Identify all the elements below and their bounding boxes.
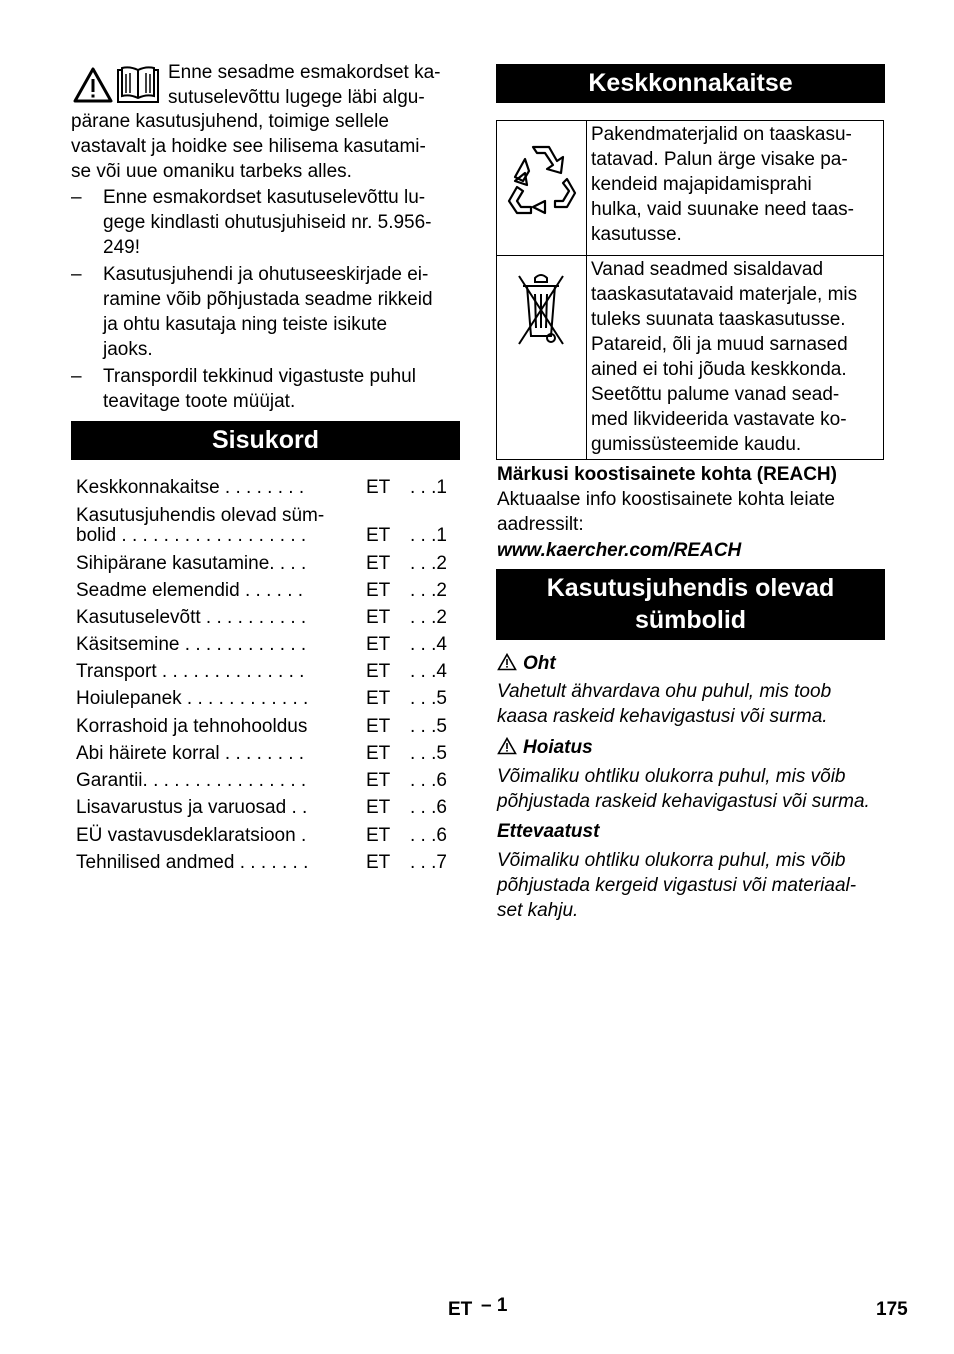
manual-book-icon [116, 66, 160, 104]
symbol-text-line: põhjustada raskeid kehavigastusi või surma. [497, 791, 870, 812]
bullet-line: gege kindlasti ohutusjuhiseid nr. 5.956- [103, 212, 432, 233]
toc-entry-language: ET [366, 688, 391, 709]
toc-row [76, 525, 456, 552]
toc-entry-language: ET [366, 825, 391, 846]
toc-row [76, 661, 456, 688]
toc-entry-page: . . .1 [410, 525, 447, 546]
intro-line: se või uue omaniku tarbeks alles. [71, 161, 352, 182]
toc-entry-language: ET [366, 553, 391, 574]
reach-text-line: Aktuaalse info koostisainete kohta leiate [497, 489, 835, 510]
bullet-dash: – [71, 187, 82, 208]
env-text-line: ained ei tohi jõuda keskkonda. [591, 359, 847, 380]
icon-cell [497, 256, 587, 460]
env-text-line: med likvideerida vastavate ko- [591, 409, 847, 430]
toc-entry-page: . . .6 [410, 797, 447, 818]
toc-entry-page: . . .7 [410, 852, 447, 873]
toc-row [76, 797, 456, 824]
toc-entry-language: ET [366, 525, 391, 546]
symbol-label-text: Oht [523, 653, 556, 674]
toc-entry-title: Lisavarustus ja varuosad . . [76, 797, 308, 818]
toc-heading: Sisukord [71, 421, 460, 460]
bullet-line: Kasutusjuhendi ja ohutuseeskirjade ei- [103, 264, 429, 285]
footer-page-ref: – 1 [481, 1295, 508, 1316]
env-text-line: tuleks suunata taaskasutusse. [591, 309, 846, 330]
toc-row [76, 852, 456, 879]
toc-row [76, 743, 456, 770]
reach-heading: Märkusi koostisainete kohta (REACH) [497, 464, 837, 485]
symbol-label: Ettevaatust [497, 821, 600, 842]
table-row [497, 256, 884, 460]
toc-row [76, 580, 456, 607]
symbol-text-line: põhjustada kergeid vigastusi või materiaal- [497, 875, 857, 896]
toc-entry-page: . . .5 [410, 688, 447, 709]
bullet-line: teavitage toote müüjat. [103, 391, 296, 412]
toc-entry-page: . . .4 [410, 634, 447, 655]
toc-entry-page: . . .5 [410, 716, 447, 737]
toc-entry-title: EÜ vastavusdeklaratsioon . [76, 825, 307, 846]
symbols-heading-line: Kasutusjuhendis olevad [546, 574, 835, 602]
toc-entry-language: ET [366, 770, 391, 791]
env-text-line: hulka, vaid suunake need taas- [591, 199, 855, 220]
env-text-line: Patareid, õli ja muud sarnased [591, 334, 848, 355]
symbol-text-line: Võimaliku ohtliku olukorra puhul, mis võib [497, 766, 846, 787]
text-cell [587, 256, 884, 460]
env-text-line: tatavad. Palun ärge visake pa- [591, 149, 848, 170]
toc-entry-title: Käsitsemine . . . . . . . . . . . . [76, 634, 307, 655]
toc-entry-language: ET [366, 607, 391, 628]
symbol-label-text: Hoiatus [523, 737, 593, 758]
env-text-line: kasutusse. [591, 224, 682, 245]
symbol-label [497, 735, 593, 760]
toc-entry-page: . . .2 [410, 607, 447, 628]
toc-entry-title: Keskkonnakaitse . . . . . . . . [76, 477, 305, 498]
table-row [497, 121, 884, 256]
bullet-line: Enne esmakordset kasutuselevõttu lu- [103, 187, 426, 208]
toc-entry-language: ET [366, 716, 391, 737]
footer-language: ET [448, 1299, 473, 1320]
toc-entry-page: . . .2 [410, 580, 447, 601]
toc-entry-page: . . .4 [410, 661, 447, 682]
toc-entry-title: bolid . . . . . . . . . . . . . . . . . . [76, 525, 307, 546]
symbol-text-line: kaasa raskeid kehavigastusi või surma. [497, 706, 828, 727]
toc-entry-title: Sihipärane kasutamine. . . . [76, 553, 307, 574]
symbols-heading-line: sümbolid [634, 606, 747, 634]
toc-entry-title: Seadme elemendid . . . . . . [76, 580, 304, 601]
page-number: 175 [876, 1299, 908, 1320]
toc-row [76, 607, 456, 634]
env-text-line: Pakendmaterjalid on taaskasu- [591, 124, 852, 145]
toc-entry-page: . . .1 [410, 477, 447, 498]
toc-entry-title: Kasutuselevõtt . . . . . . . . . . [76, 607, 307, 628]
bullet-line: ja ohtu kasutaja ning teiste isikute [103, 314, 388, 335]
symbols-heading [496, 569, 885, 640]
bullet-line: ramine võib põhjustada seadme rikkeid [103, 289, 433, 310]
toc-entry-title: Tehnilised andmed . . . . . . . [76, 852, 309, 873]
toc-entry-title: Abi häirete korral . . . . . . . . [76, 743, 305, 764]
reach-url: www.kaercher.com/REACH [497, 540, 742, 561]
bullet-dash: – [71, 264, 82, 285]
toc-entry-language: ET [366, 580, 391, 601]
toc-entry-page: . . .6 [410, 770, 447, 791]
env-text-line: Seetõttu palume vanad sead- [591, 384, 840, 405]
toc-row [76, 634, 456, 661]
env-text-line: Vanad seadmed sisaldavad [591, 259, 824, 280]
intro-line: Enne sesadme esmakordset ka- [168, 62, 441, 83]
env-text-line: taaskasutatavaid materjale, mis [591, 284, 858, 305]
toc-entry-page: . . .5 [410, 743, 447, 764]
toc-row [76, 825, 456, 852]
toc-entry-page: . . .6 [410, 825, 447, 846]
toc-row [76, 553, 456, 580]
environment-heading: Keskkonnakaitse [496, 64, 885, 103]
bullet-line: Transpordil tekkinud vigastuste puhul [103, 366, 416, 387]
text-cell [587, 121, 884, 256]
toc-entry-language: ET [366, 634, 391, 655]
symbol-text-line: set kahju. [497, 900, 579, 921]
recycle-icon [497, 121, 586, 249]
intro-line: vastavalt ja hoidke see hilisema kasutami- [71, 136, 426, 157]
toc-entry-title: Transport . . . . . . . . . . . . . . [76, 661, 305, 682]
toc-entry-title: Korrashoid ja tehnohooldus [76, 716, 308, 737]
toc-entry-language: ET [366, 743, 391, 764]
intro-line: sutuselevõttu lugege läbi algu- [168, 87, 425, 108]
bullet-line: 249! [103, 237, 140, 258]
intro-warning-icons [73, 66, 161, 104]
toc-entry-title: Garantii. . . . . . . . . . . . . . . . [76, 770, 307, 791]
toc-entry-language: ET [366, 797, 391, 818]
toc-row [76, 716, 456, 743]
bullet-line: jaoks. [103, 339, 153, 360]
toc-row [76, 477, 456, 504]
symbol-text-line: Võimaliku ohtliku olukorra puhul, mis võib [497, 850, 846, 871]
warning-triangle-icon [73, 67, 113, 103]
environment-table [496, 120, 884, 460]
crossed-bin-icon [497, 256, 586, 356]
bullet-dash: – [71, 366, 82, 387]
warning-triangle-icon [497, 737, 517, 755]
toc-entry-language: ET [366, 477, 391, 498]
toc-row [76, 770, 456, 797]
toc-row [76, 688, 456, 715]
toc-entry-language: ET [366, 661, 391, 682]
toc-entry-page: . . .2 [410, 553, 447, 574]
reach-text-line: aadressilt: [497, 514, 584, 535]
env-text-line: kendeid majapidamisprahi [591, 174, 812, 195]
icon-cell [497, 121, 587, 256]
intro-line: pärane kasutusjuhend, toimige sellele [71, 111, 389, 132]
env-text-line: gumissüsteemide kaudu. [591, 434, 802, 455]
toc-entry-title: Hoiulepanek . . . . . . . . . . . . [76, 688, 309, 709]
toc-entry-title: Kasutusjuhendis olevad süm- [76, 505, 325, 526]
toc-entry-language: ET [366, 852, 391, 873]
symbol-label [497, 651, 556, 676]
symbol-text-line: Vahetult ähvardava ohu puhul, mis toob [497, 681, 832, 702]
warning-triangle-icon [497, 653, 517, 671]
